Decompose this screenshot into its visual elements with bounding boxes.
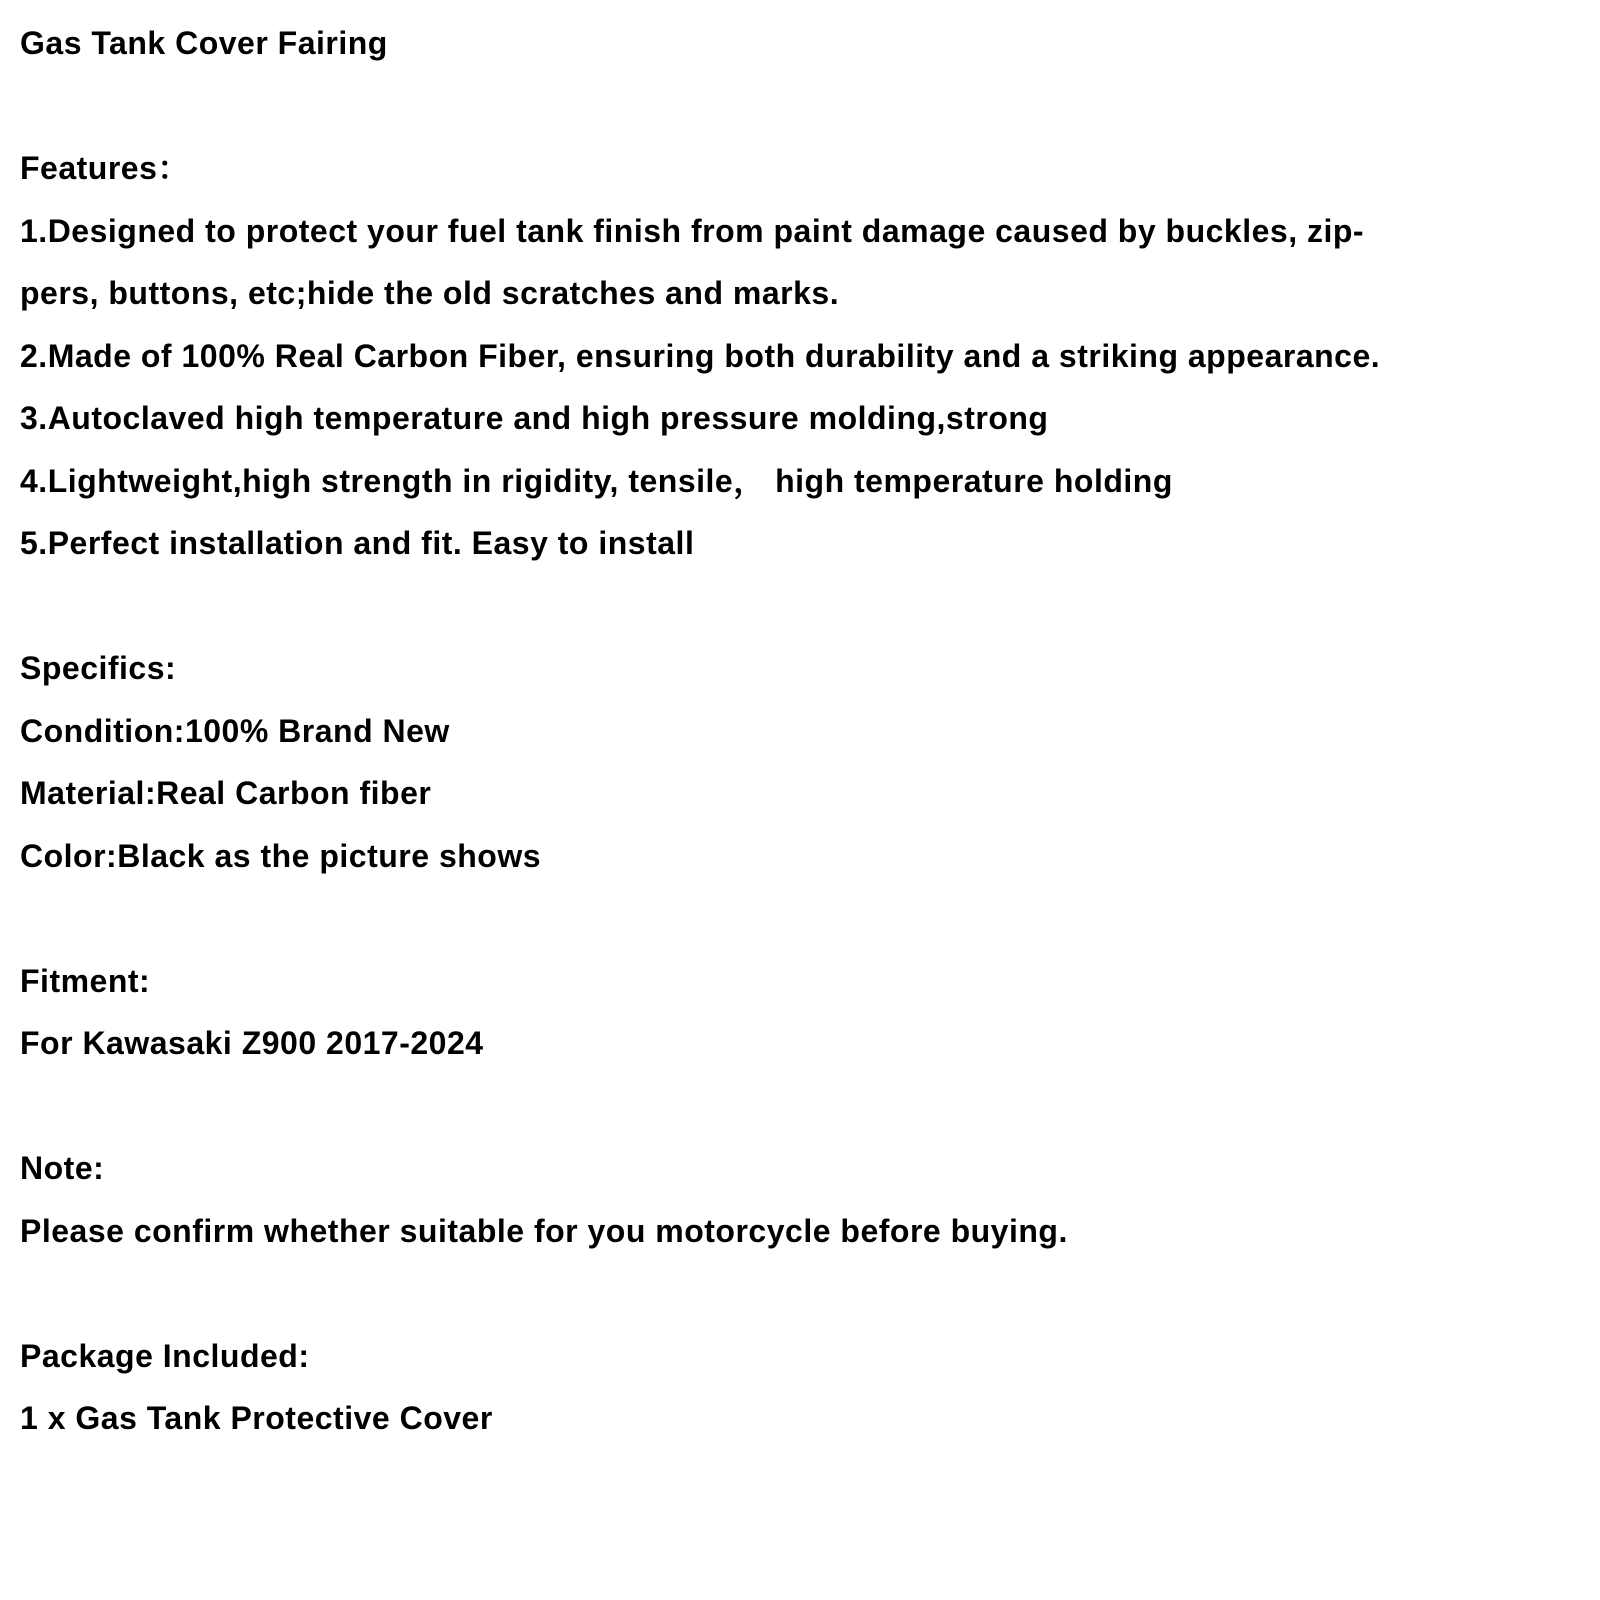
spacer [20,575,1580,638]
fitment-text: For Kawasaki Z900 2017-2024 [20,1025,484,1061]
specifics-heading: Specifics: [20,650,177,686]
package-heading: Package Included: [20,1337,310,1374]
feature-item-1b: pers, buttons, etc;hide the old scratches and marks. [20,275,840,311]
features-heading: Features： [20,150,190,186]
feature-item-3: 3.Autoclaved high temperature and high pressure molding,strong [20,400,1049,436]
fitment-heading: Fitment: [20,962,151,999]
spec-condition: Condition:100% Brand New [20,712,450,749]
spacer [20,1075,1580,1138]
feature-item-1a: 1.Designed to protect your fuel tank finish from paint damage caused by buckles, zip- [20,212,1365,249]
feature-item-4: 4.Lightweight,high strength in rigidity, tensile， high temperature holding [20,462,1173,499]
document-title: Gas Tank Cover Fairing [20,25,388,61]
package-text: 1 x Gas Tank Protective Cover [20,1400,493,1436]
product-description [20,12,1580,1450]
note-heading: Note: [20,1150,105,1186]
spec-material: Material:Real Carbon fiber [20,775,432,811]
spec-color: Color:Black as the picture shows [20,837,542,874]
feature-item-2: 2.Made of 100% Real Carbon Fiber, ensuring both durability and a striking appearance. [20,337,1381,374]
spacer [20,1262,1580,1325]
note-text: Please confirm whether suitable for you motorcycle before buying. [20,1212,1068,1249]
spacer [20,887,1580,950]
feature-item-5: 5.Perfect installation and fit. Easy to install [20,525,695,561]
spacer [20,75,1580,138]
